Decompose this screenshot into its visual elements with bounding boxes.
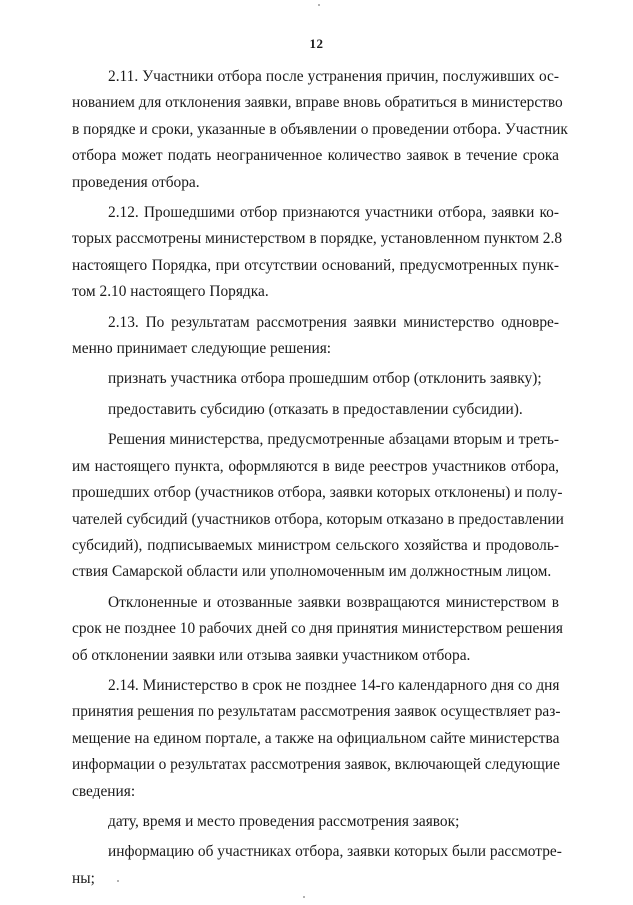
page-number: 12 <box>309 36 324 51</box>
paragraph-line: срок не позднее 10 рабочих дней со дня принятия министерством решения <box>72 620 563 638</box>
paragraph-line: мещение на едином портале, а также на официальном сайте министерства <box>72 729 560 747</box>
scan-speck <box>318 4 320 6</box>
scan-speck <box>117 880 119 882</box>
paragraph-line: об отклонении заявки или отзыва заявки участником отбора. <box>72 646 471 664</box>
paragraph-line: информации о результатах рассмотрения заявок, включающей следующие <box>72 756 560 774</box>
paragraph <box>72 397 559 423</box>
paragraph-line: 2.14. Министерство в срок не позднее 14-го календарного дня со дня <box>108 676 560 694</box>
paragraph-line: Отклоненные и отозванные заявки возвращаются министерством в <box>108 593 559 611</box>
paragraph-line: информацию об участниках отбора, заявки которых были рассмотре- <box>108 843 562 861</box>
paragraph <box>72 839 562 892</box>
paragraph-line: менно принимает следующие решения: <box>72 340 332 358</box>
paragraph-line: признать участника отбора прошедшим отбор (отклонить заявку); <box>108 370 542 388</box>
paragraph-line: 2.13. По результатам рассмотрения заявки министерство одновре- <box>108 313 559 331</box>
paragraph-line: субсидий), подписываемых министром сельского хозяйства и продоволь- <box>72 536 559 554</box>
paragraph-line: прошедших отбор (участников отбора, заявки которых отклонены) и полу- <box>72 484 563 502</box>
paragraph-line: нованием для отклонения заявки, вправе вновь обратиться в министерство <box>72 94 563 112</box>
paragraph <box>72 366 559 392</box>
paragraph <box>72 809 559 835</box>
paragraph-line: 2.11. Участники отбора после устранения причин, послуживших ос- <box>108 68 559 85</box>
document-body <box>72 64 568 896</box>
paragraph-line: настоящего Порядка, при отсутствии оснований, предусмотренных пунк- <box>72 256 559 274</box>
scan-speck <box>303 896 305 898</box>
paragraph-line: торых рассмотрены министерством в порядке, установленном пунктом 2.8 <box>72 230 563 248</box>
paragraph-line: 2.12. Прошедшими отбор признаются участники отбора, заявки ко- <box>108 204 559 222</box>
paragraph-line: проведения отбора. <box>72 173 200 191</box>
paragraph <box>72 427 564 585</box>
paragraph-line: предоставить субсидию (отказать в предоставлении субсидии). <box>108 400 523 418</box>
paragraph <box>72 673 559 805</box>
paragraph-line: ствия Самарской области или уполномоченным им должностным лицом. <box>72 563 552 581</box>
paragraph-line: отбора может подать неограниченное количество заявок в течение срока <box>72 147 559 165</box>
paragraph-line: в порядке и сроки, указанные в объявлении о проведении отбора. Участник <box>72 120 568 138</box>
paragraph <box>72 310 559 363</box>
paragraph-line: принятия решения по результатам рассмотрения заявок осуществляет раз- <box>72 703 561 721</box>
paragraph-line: Решения министерства, предусмотренные абзацами вторым и треть- <box>108 431 559 449</box>
paragraph-line: чателей субсидий (участников отбора, которым отказано в предоставлении <box>72 510 564 528</box>
paragraph-line: ны; <box>72 869 95 887</box>
paragraph <box>72 64 568 196</box>
paragraph-line: им настоящего пункта, оформляются в виде реестров участников отбора, <box>72 457 559 475</box>
paragraph-line: том 2.10 настоящего Порядка. <box>72 283 269 301</box>
paragraph-line: сведения: <box>72 782 136 800</box>
paragraph-line: дату, время и место проведения рассмотрения заявок; <box>108 812 460 830</box>
paragraph <box>72 200 563 306</box>
paragraph <box>72 590 563 669</box>
